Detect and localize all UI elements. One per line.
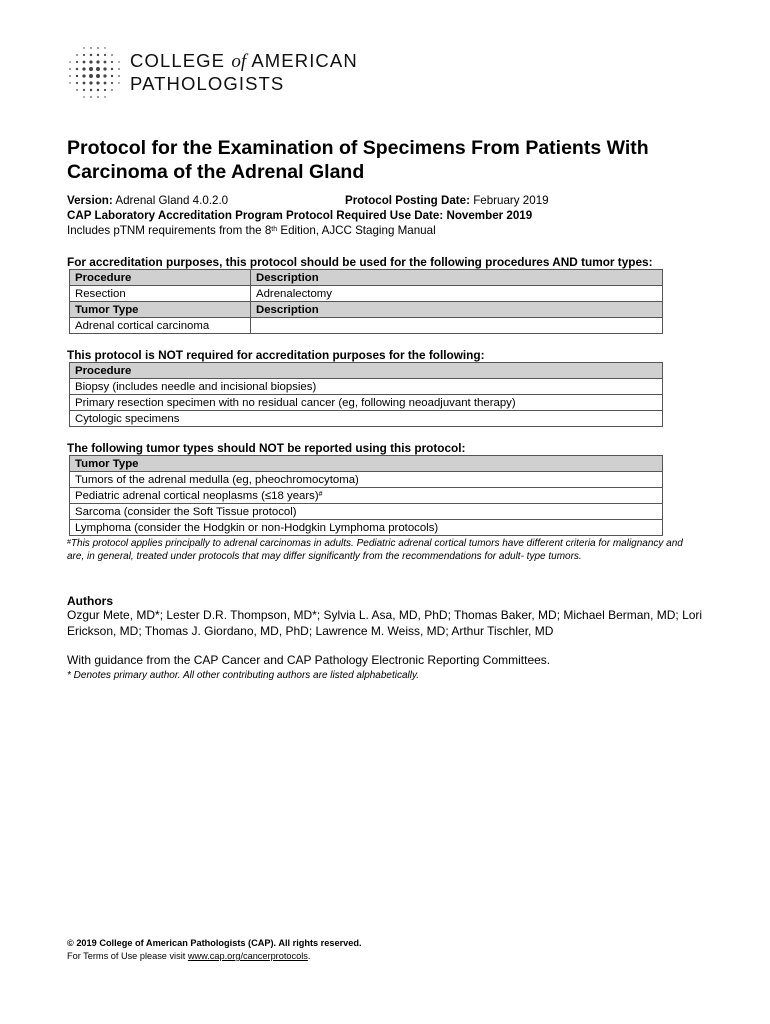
page-title: Protocol for the Examination of Specimens From Patients With Carcinoma of the Adrenal Gland [67, 137, 649, 183]
table-row: Resection Adrenalectomy [70, 286, 663, 302]
not-required-table [69, 362, 663, 427]
accreditation-title: For accreditation purposes, this protocol should be used for the following procedures AND tumor types: [67, 255, 653, 269]
authors-list: Ozgur Mete, MD*; Lester D.R. Thompson, MD*; Sylvia L. Asa, MD, PhD; Thomas Baker, MD; Michael Berman, MD; Lori Erickson, MD; Thomas J. Giordano, MD, PhD; Lawrence M. Weiss, MD; Arthur Tischler, MD [67, 608, 703, 638]
not-reported-title: The following tumor types should NOT be reported using this protocol: [67, 441, 466, 455]
table-row: Cytologic specimens [70, 411, 663, 427]
table-header-row: Tumor Type [70, 456, 663, 472]
table-row: Primary resection specimen with no residual cancer (eg, following neoadjuvant therapy) [70, 395, 663, 411]
copyright: © 2019 College of American Pathologists (CAP). All rights reserved. [67, 938, 362, 948]
cap-logo-text: COLLEGE of AMERICAN PATHOLOGISTS [130, 50, 358, 94]
table-row: Biopsy (includes needle and incisional biopsies) [70, 379, 663, 395]
table-header-row: Procedure [70, 363, 663, 379]
authors-heading: Authors [67, 594, 113, 608]
pediatric-footnote: #This protocol applies principally to adrenal carcinomas in adults. Pediatric adrenal cortical tumors have different criteria for malignancy and are, in general, treated under protocols that may differ significantly from the recommendations for adult- type tumors. [67, 538, 683, 562]
table-row: Pediatric adrenal cortical neoplasms (≤18 years)# [70, 488, 663, 504]
table-row: Lymphoma (consider the Hodgkin or non-Hodgkin Lymphoma protocols) [70, 520, 663, 536]
ptnm-note: Includes pTNM requirements from the 8th Edition, AJCC Staging Manual [67, 224, 436, 237]
terms-of-use: For Terms of Use please visit www.cap.org/cancerprotocols. [67, 951, 311, 961]
posting-date: Protocol Posting Date: February 2019 [345, 194, 549, 207]
primary-author-note: * Denotes primary author. All other contributing authors are listed alphabetically. [67, 670, 420, 681]
accreditation-table [69, 269, 663, 334]
table-header-row: Procedure Description [70, 270, 663, 286]
cap-dot-logo-icon [66, 44, 124, 100]
not-required-title: This protocol is NOT required for accreditation purposes for the following: [67, 348, 485, 362]
required-use-date: CAP Laboratory Accreditation Program Protocol Required Use Date: November 2019 [67, 209, 533, 222]
guidance-note: With guidance from the CAP Cancer and CAP Pathology Electronic Reporting Committees. [67, 653, 551, 667]
cap-logo [66, 44, 386, 100]
protocol-meta: Version: Adrenal Gland 4.0.2.0 Protocol Posting Date: February 2019 CAP Laboratory Accreditation Program Protocol Required Use Date: November 2019 Includes pTNM requirements from the 8th Edition, AJCC Staging Manual [67, 193, 707, 238]
table-row: Tumors of the adrenal medulla (eg, pheochromocytoma) [70, 472, 663, 488]
table-row: Adrenal cortical carcinoma [70, 318, 663, 334]
not-reported-table [69, 455, 663, 536]
table-header-row: Tumor Type Description [70, 302, 663, 318]
cap-protocols-link[interactable]: www.cap.org/cancerprotocols [187, 951, 308, 961]
table-row: Sarcoma (consider the Soft Tissue protocol) [70, 504, 663, 520]
